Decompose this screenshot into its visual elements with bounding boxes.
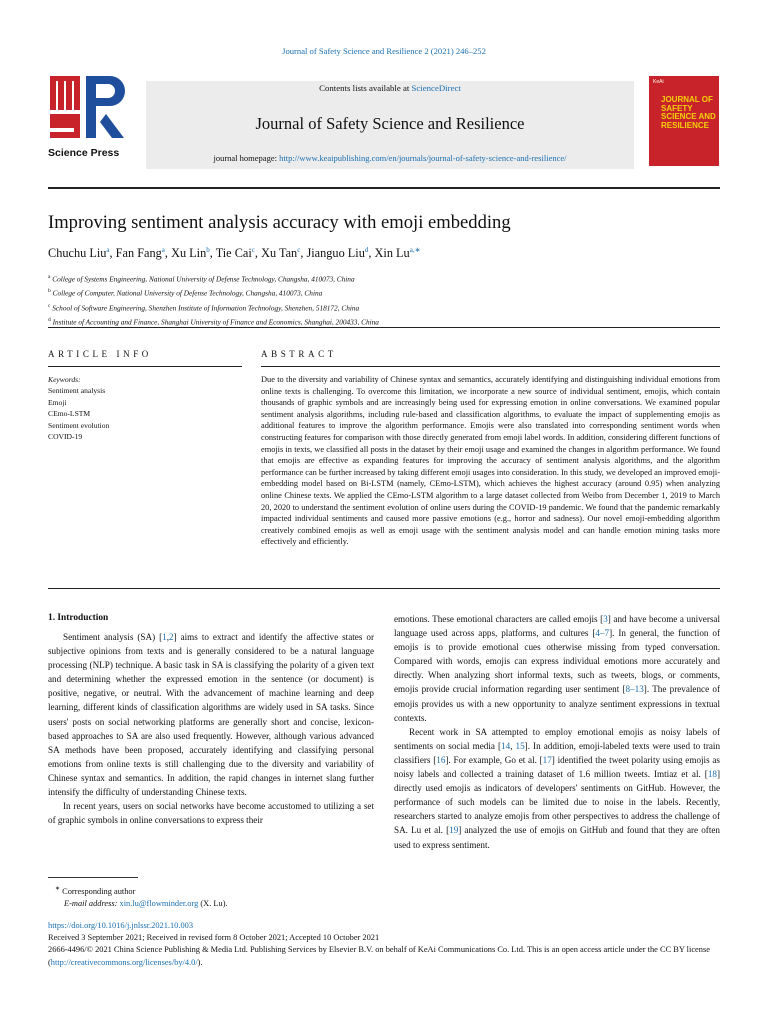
author-affiliation-mark[interactable]: a,∗: [409, 246, 421, 254]
email-link[interactable]: xin.lu@flowminder.org: [119, 899, 199, 909]
intro-paragraph-2: In recent years, users on social networks have become accustomed to utilizing a set of graphic symbols in online conversations to express their: [48, 801, 374, 826]
author-affiliation-mark[interactable]: a: [161, 246, 165, 254]
reference-link[interactable]: 17: [542, 754, 552, 765]
email-suffix: (X. Lu).: [198, 899, 228, 909]
license-link[interactable]: http://creativecommons.org/licenses/by/4.0/: [50, 957, 198, 967]
abstract-rule: [261, 366, 720, 367]
affiliation-mark: d: [48, 317, 51, 324]
author-list: Chuchu Liu$^a$, Fan Fang$^a$, Xu Lin$^b$, Tie Cai$^c$, Xu Tan$^c$, Jianguo Liu$^d$, Xin $Lu^{a,∗}$: [48, 246, 421, 261]
affiliation-list: [48, 271, 379, 329]
author-affiliation-mark[interactable]: d: [364, 246, 369, 254]
corresponding-label: Corresponding author: [62, 886, 136, 896]
author-name: Xu Lin: [171, 246, 207, 261]
keyword-item: CEmo-LSTM: [48, 409, 91, 419]
reference-link[interactable]: 3: [603, 614, 608, 624]
header-divider: [48, 187, 720, 189]
article-info-rule: [48, 366, 242, 367]
intro-column-1: [48, 630, 374, 827]
reference-link[interactable]: 8–13: [625, 684, 644, 695]
keyword-item: Sentiment evolution: [48, 420, 110, 430]
keyword-item: COVID-19: [48, 432, 83, 442]
publisher-logo: [48, 74, 128, 158]
publisher-name: Science Press: [48, 147, 120, 159]
affiliation-item: [48, 285, 379, 299]
affiliation-item: [48, 271, 379, 285]
footnote-mark: ∗: [55, 886, 61, 892]
license-suffix: ).: [197, 957, 203, 967]
affiliation-divider: [48, 327, 720, 328]
affiliation-mark: c: [48, 302, 51, 309]
science-press-logo-icon: [48, 74, 128, 140]
article-title: Improving sentiment analysis accuracy with emoji embedding: [48, 212, 511, 233]
email-label: E-mail address:: [64, 899, 120, 909]
keyword-item: Emoji: [48, 397, 67, 407]
author-affiliation-mark[interactable]: c: [297, 246, 301, 254]
abstract-text: Due to the diversity and variability of Chinese syntax and semantics, accurately identifying and distinguishing individual emotions from online texts is challenging. To overcome this limitation, we incorporate a new source of individual sentiment, emojis, which contain thousands of graphic symbols and are increasingly being used for expressing emotion in online conversations. We examined popular sentiment analysis algorithms, including rule-based and classification algorithms, to evaluate the impact of supplementing emojis as additional features to improve the algorithm performance. Emojis were also translated into corresponding sentiment words when constructing features for comparison with those directly generated from emoji label words. In addition, considering different functions of emojis in texts, we classified all posts in the dataset by their emoji usage and examined the changes in algorithm performance. We found that emojis are effective as expanding features for improving the accuracy of sentiment analysis algorithms, and the algorithm performance can be further increased by taking different emoji usages into consideration. In this study, we developed an improved emoji-embedding model based on Bi-LSTM (namely, CEmo-LSTM), which achieves the highest accuracy (around 0.95) when analyzing online Chinese texts. We applied the CEmo-LSTM algorithm to a large dataset collected from Weibo from December 1, 2019 to March 20, 2020 to understand the sentiment evolution of online users during the COVID-19 pandemic. We found that the pandemic remarkably impacted individual sentiments and caused more passive emotions (e.g., horror and sadness). Our novel emoji-embedding algorithm creatively combined emojis as well as emoji usage with the sentiment analysis model and can handle emotion mining tasks more effectively and efficiently.: [261, 375, 720, 547]
reference-link[interactable]: 16: [436, 754, 446, 765]
intro-paragraph-4: Recent work in SA attempted to employ emotional emojis as noisy labels of sentiments on social media [14, 15]. In addition, emoji-labeled texts were used to train classifiers [16]. For example, Go et al. [17] identified the tweet polarity using emojis as noisy labels and collected a training dataset of 1.6 million tweets. Imtiaz et al. [18] directly used emojis as indicators of developers' sentiments on GitHub. However, the performance of such models can be limited due to noise in the labels. Recently, researchers started to analyze emojis from other perspectives to address the challenge of SA. Lu et al. [19] analyzed the use of emojis on GitHub and found that they are often used to express sentiment.: [394, 726, 721, 850]
reference-link[interactable]: 19: [449, 825, 459, 836]
abstract-heading: ABSTRACT: [261, 349, 337, 359]
intro-column-2: [394, 612, 720, 852]
intro-paragraph-1: Sentiment analysis (SA) [1,2] aims to extract and identify the affective states or subjective opinions from texts and is generally considered to be a natural language processing (NLP) technique. A basic task in SA is classifying the polarity of a given text and determining whether the expressed emotion in the sentence (or document) is positive, negative, or neutral. With the advancement of machine learning and deep learning, different kinds of classification algorithms are widely used in SA tasks. Since users' posts on social networking platforms are generally short and concise, lexicon-based approaches to SA are also used frequently. However, although various advanced SA methods have been proposed, accurately identifying and classifying personal emotions from online texts is still challenging due to the diversity and variability of Chinese syntax and semantics. In addition, the rapid changes in internet slang further intensify the difficulty of understanding Chinese texts.: [48, 632, 374, 798]
keywords-block: [48, 374, 216, 442]
affiliation-mark: b: [48, 288, 51, 295]
journal-homepage: [146, 153, 634, 163]
keyword-item: Sentiment analysis: [48, 386, 106, 396]
author-name: Tie Cai: [215, 246, 252, 261]
affiliation-item: [48, 300, 379, 314]
corresponding-author-note: [48, 883, 228, 898]
homepage-label: journal homepage:: [213, 153, 280, 163]
reference-link[interactable]: 2: [169, 632, 174, 642]
author-affiliation-mark[interactable]: c: [251, 246, 255, 254]
keywords-label: Keywords:: [48, 375, 81, 384]
author-name: Jianguo Liu: [306, 246, 365, 261]
article-info-heading: ARTICLE INFO: [48, 349, 152, 359]
abstract-divider: [48, 588, 720, 589]
author-name: Xu Tan: [261, 246, 298, 261]
reference-link[interactable]: 1: [162, 632, 167, 642]
license-text: [48, 944, 720, 968]
journal-cover[interactable]: [649, 76, 719, 166]
license-prefix: 2666-4496/© 2021 China Science Publishing & Media Ltd. Publishing Services by Elsevier B.V. on behalf of KeAi Communications Co. Ltd. This is an open access article under the CC BY license (: [48, 945, 710, 967]
cover-publisher-mark: KeAi: [653, 79, 664, 85]
author-name: Xin Lu: [374, 246, 410, 261]
footnote: [48, 883, 228, 910]
footnote-rule: [48, 877, 138, 878]
author-name: Chuchu Liu: [48, 246, 107, 261]
affiliation-text: Institute of Accounting and Finance, Shanghai University of Finance and Economics, Shanghai, 200433, China: [50, 317, 379, 327]
reference-link[interactable]: 14: [501, 740, 511, 751]
contents-prefix: Contents lists available at: [319, 83, 412, 93]
received-dates: Received 3 September 2021; Received in revised form 8 October 2021; Accepted 10 October 2021: [48, 933, 380, 943]
journal-name: Journal of Safety Science and Resilience: [255, 114, 525, 133]
affiliation-text: College of Systems Engineering, National University of Defense Technology, Changsha, 410073, China: [50, 274, 355, 284]
affiliation-text: College of Computer, National University of Defense Technology, Changsha, 410073, China: [50, 288, 323, 298]
affiliation-text: School of Software Engineering, Shenzhen Institute of Information Technology, Shenzhen, 518172, China: [50, 303, 360, 313]
author-affiliation-mark[interactable]: a: [106, 246, 110, 254]
author-affiliation-mark[interactable]: b: [206, 246, 210, 254]
intro-paragraph-3: emotions. These emotional characters are called emojis [3] and have become a universal language used across apps, platforms, and cultures [4–7]. In general, the function of emojis is to provide emotional cues otherwise missing from typed conversation. Compared with words, emojis can express individual emotions more accurately and directly. When analyzing short informal texts, such as tweets, blogs, or comments, emojis provide crucial information regarding user sentiment [8–13]. The prevalence of emojis provides us with a new opportunity to analyze sentiment expressions in textual contexts.: [394, 614, 721, 723]
reference-link[interactable]: 18: [707, 769, 717, 780]
contents-line: [146, 83, 634, 93]
author-name: Fan Fang: [115, 246, 162, 261]
email-line: [48, 898, 228, 910]
sciencedirect-link[interactable]: ScienceDirect: [411, 83, 461, 93]
bottom-matter: [48, 920, 720, 969]
reference-link[interactable]: 15: [515, 740, 525, 751]
intro-heading: 1. Introduction: [48, 613, 109, 623]
homepage-link[interactable]: http://www.keaipublishing.com/en/journals/journal-of-safety-science-and-resilience/: [279, 153, 567, 163]
reference-link[interactable]: 4–7: [595, 628, 610, 639]
journal-citation[interactable]: Journal of Safety Science and Resilience 2 (2021) 246–252: [282, 46, 486, 56]
doi-link[interactable]: https://doi.org/10.1016/j.jnlssr.2021.10.003: [48, 921, 194, 930]
cover-title: JOURNAL OF SAFETY SCIENCE AND RESILIENCE: [661, 95, 716, 130]
keyword-list: [48, 385, 216, 442]
affiliation-mark: a: [48, 274, 51, 280]
